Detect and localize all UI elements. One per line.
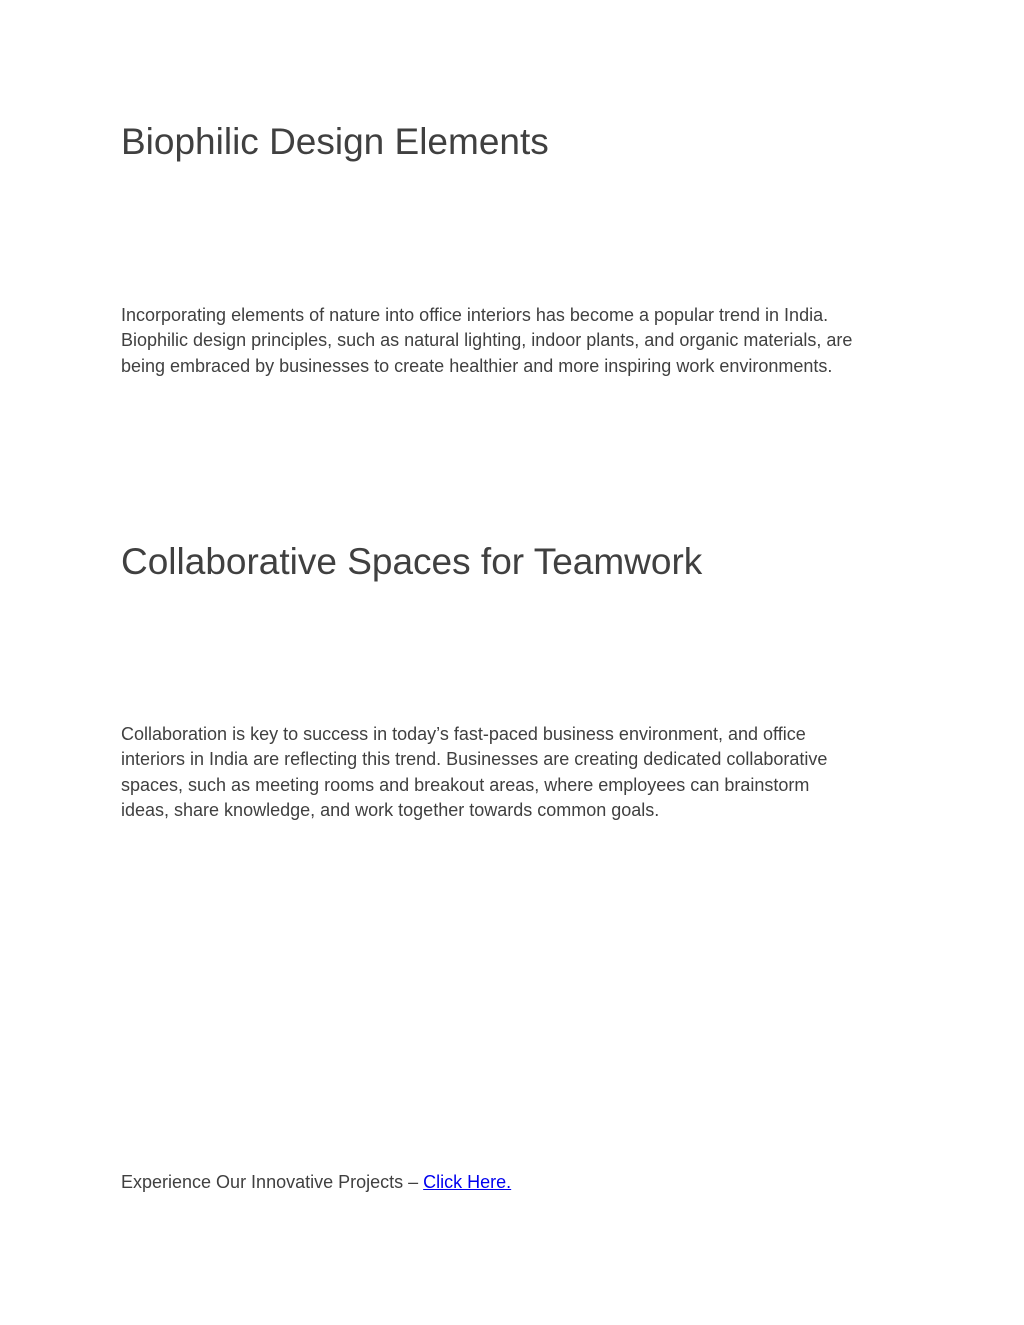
footer-text: Experience Our Innovative Projects – bbox=[121, 1172, 424, 1192]
section-paragraph-collaborative bbox=[121, 722, 911, 823]
paragraph-line: Collaboration is key to success in today’s fast-paced business environment, and office bbox=[121, 724, 806, 744]
paragraph-line: being embraced by businesses to create healthier and more inspiring work environments. bbox=[121, 355, 833, 376]
paragraph-line: Incorporating elements of nature into office interiors has become a popular trend in India. bbox=[121, 305, 829, 325]
paragraph-line: interiors in India are reflecting this trend. Businesses are creating dedicated collaborative bbox=[121, 749, 828, 770]
paragraph-line: Biophilic design principles, such as natural lighting, indoor plants, and organic materials, are bbox=[121, 330, 853, 351]
section-heading-biophilic: Biophilic Design Elements bbox=[121, 121, 549, 162]
footer-cta bbox=[121, 1170, 511, 1194]
paragraph-line: ideas, share knowledge, and work together towards common goals. bbox=[121, 799, 660, 820]
click-here-link[interactable]: Click Here. bbox=[423, 1172, 512, 1192]
section-heading-collaborative: Collaborative Spaces for Teamwork bbox=[121, 541, 703, 582]
paragraph-line: spaces, such as meeting rooms and breakout areas, where employees can brainstorm bbox=[121, 774, 810, 795]
section-paragraph-biophilic bbox=[121, 303, 911, 379]
